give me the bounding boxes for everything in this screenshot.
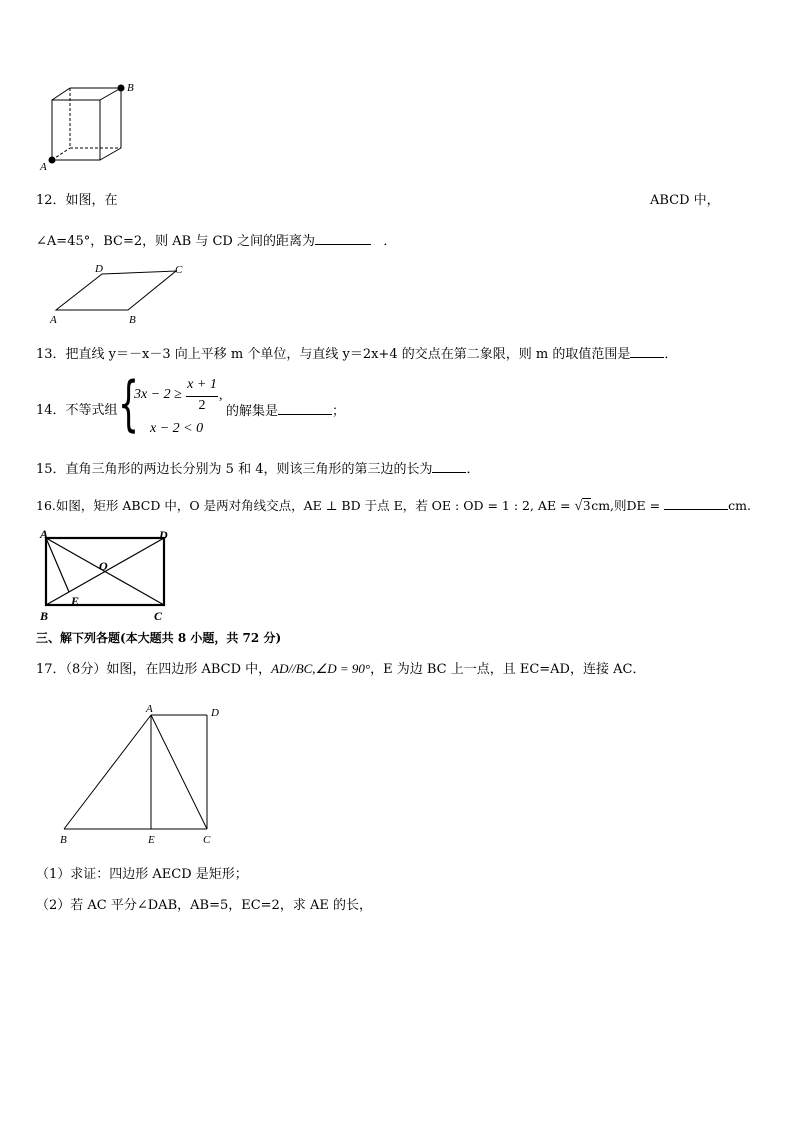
q16-answer-blank: [664, 497, 728, 510]
trap-label-d: D: [211, 707, 219, 719]
q16-sqrt-value: 3: [583, 499, 591, 514]
q13-answer-blank: [630, 345, 664, 358]
rect-label-a: A: [40, 528, 49, 541]
rect-label-b: B: [40, 609, 49, 623]
q13-end: ．: [664, 347, 678, 362]
trapezoid-figure: [56, 700, 226, 850]
q14-suffix: 的解集是: [226, 404, 279, 419]
q14-ineq1-left: 3x − 2 ≥: [134, 387, 182, 402]
q14-frac-bar: [186, 396, 218, 397]
q16-text-1: 16.如图，矩形 ABCD 中，O 是两对角线交点，AE ⊥ BD 于点 E，若 OE : OD = 1 : 2, AE =: [36, 498, 575, 513]
q15-line: [36, 458, 480, 477]
section3-title: 三、解下列各题(本大题共 8 小题，共 72 分): [36, 631, 282, 645]
q12-line2: [36, 230, 396, 249]
q17-part1: 17．（8分）如图，在四边形 ABCD 中，: [36, 662, 272, 677]
para-label-a: A: [50, 314, 57, 326]
rect-label-c: C: [154, 609, 163, 623]
q14-inequality-2: x − 2 < 0: [150, 421, 204, 436]
cube-vertex-b: [118, 85, 125, 92]
q17-part2: ，E 为边 BC 上一点，且 EC=AD，连接 AC．: [370, 662, 646, 677]
para-label-c: C: [175, 264, 183, 276]
q14-brace: {: [118, 369, 140, 439]
cube-vertex-a: [49, 157, 56, 164]
q14-frac-numerator: x + 1: [187, 377, 217, 392]
q16-sqrt: √3: [574, 499, 591, 514]
parallelogram-figure: [46, 262, 196, 328]
trap-label-a: A: [146, 703, 153, 715]
q17-line: [36, 658, 645, 677]
q14-prefix: 14．不等式组: [36, 403, 118, 418]
cube-label-b: B: [127, 82, 134, 94]
q14-suffix-line: [226, 400, 345, 419]
q15-text: 15．直角三角形的两边长分别为 5 和 4，则该三角形的第三边的长为: [36, 462, 433, 477]
q14-frac-denominator: 2: [198, 398, 206, 413]
q14-inequality-1: [134, 387, 182, 403]
rect-label-o: O: [99, 559, 108, 573]
q14-ineq1-comma: ,: [219, 388, 223, 403]
q13-text: 13．把直线 y＝－x－3 向上平移 m 个单位，与直线 y＝2x+4 的交点在第二象限，则 m 的取值范围是: [36, 347, 631, 362]
trap-label-c: C: [203, 834, 211, 846]
q15-answer-blank: [432, 460, 466, 473]
q12-right-text: ABCD 中，: [650, 193, 720, 208]
para-label-b: B: [129, 314, 136, 326]
q14-answer-blank: [278, 402, 332, 415]
q16-line: [36, 496, 751, 515]
cube-label-a: A: [40, 161, 47, 173]
para-label-d: D: [95, 263, 103, 275]
q12-prefix: 12．如图，在: [36, 193, 118, 208]
rect-label-e: E: [71, 594, 80, 608]
q13-line: [36, 343, 677, 362]
q12-text: ∠A=45°，BC=2，则 AB 与 CD 之间的距离为: [36, 234, 315, 249]
q17-sub1: （1）求证：四边形 AECD 是矩形；: [36, 867, 248, 882]
cube-figure: [36, 78, 146, 174]
rect-label-d: D: [159, 528, 168, 542]
q12-answer-blank: [315, 232, 371, 245]
q17-formula: AD//BC,∠D = 90°: [271, 661, 371, 676]
rectangle-figure: [36, 528, 176, 624]
q12-end: ．: [383, 234, 397, 249]
q16-unit: cm.: [728, 498, 751, 513]
trap-label-b: B: [60, 834, 67, 846]
trap-label-e: E: [148, 834, 155, 846]
q14-end: ；: [332, 404, 346, 419]
q15-end: ．: [466, 462, 480, 477]
q16-text-2: cm,则DE =: [591, 498, 661, 513]
q17-sub2: （2）若 AC 平分∠DAB，AB=5，EC=2，求 AE 的长，: [36, 898, 372, 913]
